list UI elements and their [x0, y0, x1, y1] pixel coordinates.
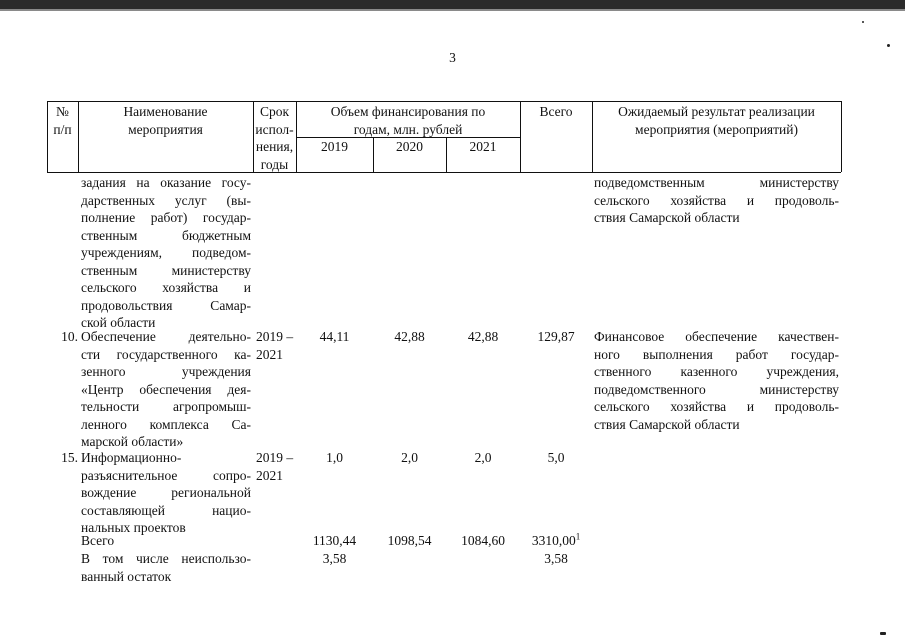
continuation-name: задания на оказание госу- дарственных услуг (вы- полнение работ) государ- ственным бюджетным учреждениям, подведом- ственным министерству сельского хозяйства и продовольствия Самар- ской области [81, 175, 251, 330]
header-total: Всего [539, 104, 573, 119]
header-year-2019: 2019 [321, 139, 348, 154]
header-result: Ожидаемый результат реализации мероприятия (мероприятий) [618, 104, 815, 137]
scan-edge-shadow [0, 9, 905, 11]
header-num: № п/п [53, 104, 72, 137]
row-value-2019: 44,11 [319, 329, 350, 344]
footnote-marker: 1 [575, 531, 581, 542]
row-term: 2019 – 2021 [256, 450, 294, 483]
header-year-2021: 2021 [469, 139, 497, 154]
page-number: 3 [449, 50, 456, 65]
row-number: 15. [61, 450, 78, 465]
totals-value-total: 3310,00$^1$ [531, 531, 581, 548]
row-result: Финансовое обеспечение качествен- ного выполнения работ государ- ственного казенного учреждения, подведомственного министерству сельского хозяйства и продоволь- ствия Самарской области [594, 329, 839, 432]
scan-speck [862, 21, 864, 23]
row-value-2021: 42,88 [467, 329, 499, 344]
unused-value-total: 3,58 [544, 551, 568, 566]
header-year-2020: 2020 [396, 139, 423, 154]
row-name: Обеспечение деятельно- сти государственного ка- зенного учреждения «Центр обеспечения дея- тельности агропромыш- ленного комплекса Са- марской области» [81, 329, 251, 449]
row-value-2021: 2,0 [474, 450, 492, 465]
row-name: Информационно- разъяснительное сопро- вождение региональной составляющей нацио- нальных проектов [81, 450, 251, 535]
totals-value-2020: 1098,54 [387, 533, 432, 548]
unused-label: В том числе неиспользо- ванный остаток [81, 551, 251, 584]
totals-value-2019: 1130,44 [312, 533, 357, 548]
row-value-2020: 2,0 [401, 450, 418, 465]
scan-speck [887, 44, 890, 47]
header-name: Наименование мероприятия [123, 104, 208, 137]
totals-label: Всего [81, 533, 115, 548]
row-term: 2019 – 2021 [256, 329, 294, 362]
header-term: Срок испол- нения, годы [255, 104, 294, 172]
totals-value-2021: 1084,60 [461, 533, 505, 548]
scan-edge-top [0, 0, 905, 9]
row-value-2019: 1,0 [326, 450, 343, 465]
header-funding: Объем финансирования по годам, млн. рублей [330, 104, 486, 137]
unused-value-2019: 3,58 [322, 551, 347, 566]
row-value-total: 5,0 [547, 450, 565, 465]
row-value-total: 129,87 [537, 329, 575, 344]
row-value-2020: 42,88 [394, 329, 425, 344]
continuation-result: подведомственным министерству сельского хозяйства и продоволь- ствия Самарской области [594, 175, 839, 225]
row-number: 10. [61, 329, 78, 344]
scan-speck [880, 632, 886, 635]
